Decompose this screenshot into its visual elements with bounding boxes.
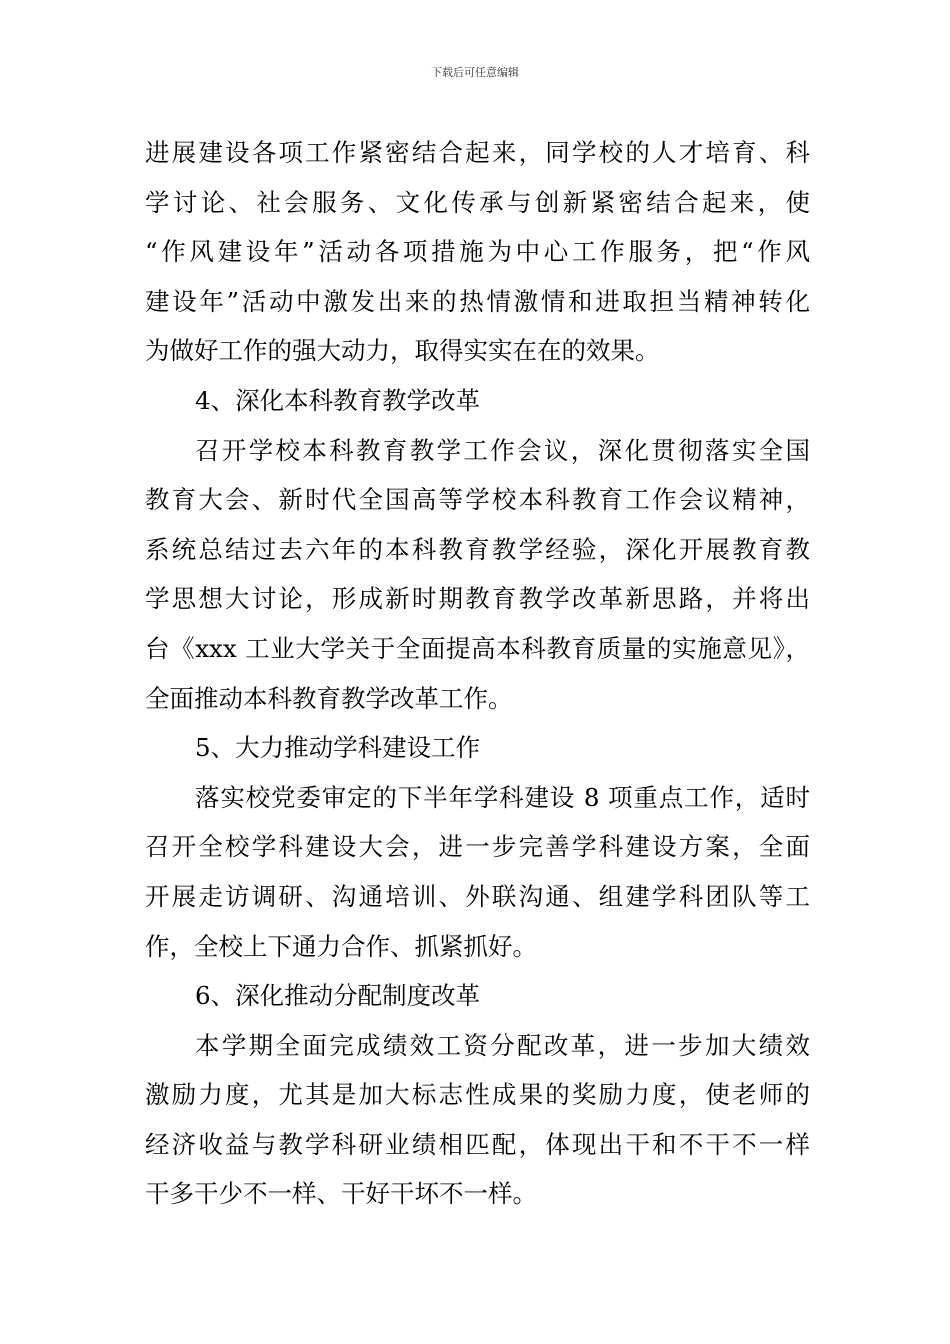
document-body — [145, 128, 810, 1219]
body-line: 干多干少不一样、干好干坏不一样。 — [145, 1179, 537, 1209]
page-header: 下载后可任意编辑 — [431, 66, 519, 79]
body-line: 落实校党委审定的下半年学科建设 8 项重点工作，适时 — [195, 782, 810, 812]
body-line: 本学期全面完成绩效工资分配改革，进一步加大绩效 — [195, 1030, 810, 1060]
body-line: 经济收益与教学科研业绩相匹配，体现出干和不干不一样 — [145, 1129, 810, 1159]
body-line: 激励力度，尤其是加大标志性成果的奖励力度，使老师的 — [145, 1080, 810, 1110]
body-line: 召开学校本科教育教学工作会议，深化贯彻落实全国 — [195, 435, 810, 465]
section-heading: 6、深化推动分配制度改革 — [195, 981, 481, 1011]
body-line: “作风建设年”活动各项措施为中心工作服务，把“作风 — [145, 237, 810, 267]
body-line: 开展走访调研、沟通培训、外联沟通、组建学科团队等工 — [145, 881, 810, 911]
body-line: 学思想大讨论，形成新时期教育教学改革新思路，并将出 — [145, 584, 810, 614]
body-line: 学讨论、社会服务、文化传承与创新紧密结合起来，使 — [145, 187, 810, 217]
body-line: 作，全校上下通力合作、抓紧抓好。 — [145, 931, 537, 961]
body-line: 进展建设各项工作紧密结合起来，同学校的人才培育、科 — [145, 138, 810, 167]
body-line: 建设年”活动中激发出来的热情激情和进取担当精神转化 — [145, 286, 810, 316]
body-line: 台《xxx 工业大学关于全面提高本科教育质量的实施意见》， — [145, 633, 810, 663]
body-line: 召开全校学科建设大会，进一步完善学科建设方案，全面 — [145, 832, 810, 862]
body-line: 为做好工作的强大动力，取得实实在在的效果。 — [145, 336, 660, 366]
section-heading: 5、大力推动学科建设工作 — [195, 733, 481, 763]
body-line: 教育大会、新时代全国高等学校本科教育工作会议精神， — [145, 485, 810, 515]
body-line: 全面推动本科教育教学改革工作。 — [145, 683, 513, 713]
section-heading: 4、深化本科教育教学改革 — [195, 385, 481, 415]
body-line: 系统总结过去六年的本科教育教学经验，深化开展教育教 — [145, 534, 810, 564]
